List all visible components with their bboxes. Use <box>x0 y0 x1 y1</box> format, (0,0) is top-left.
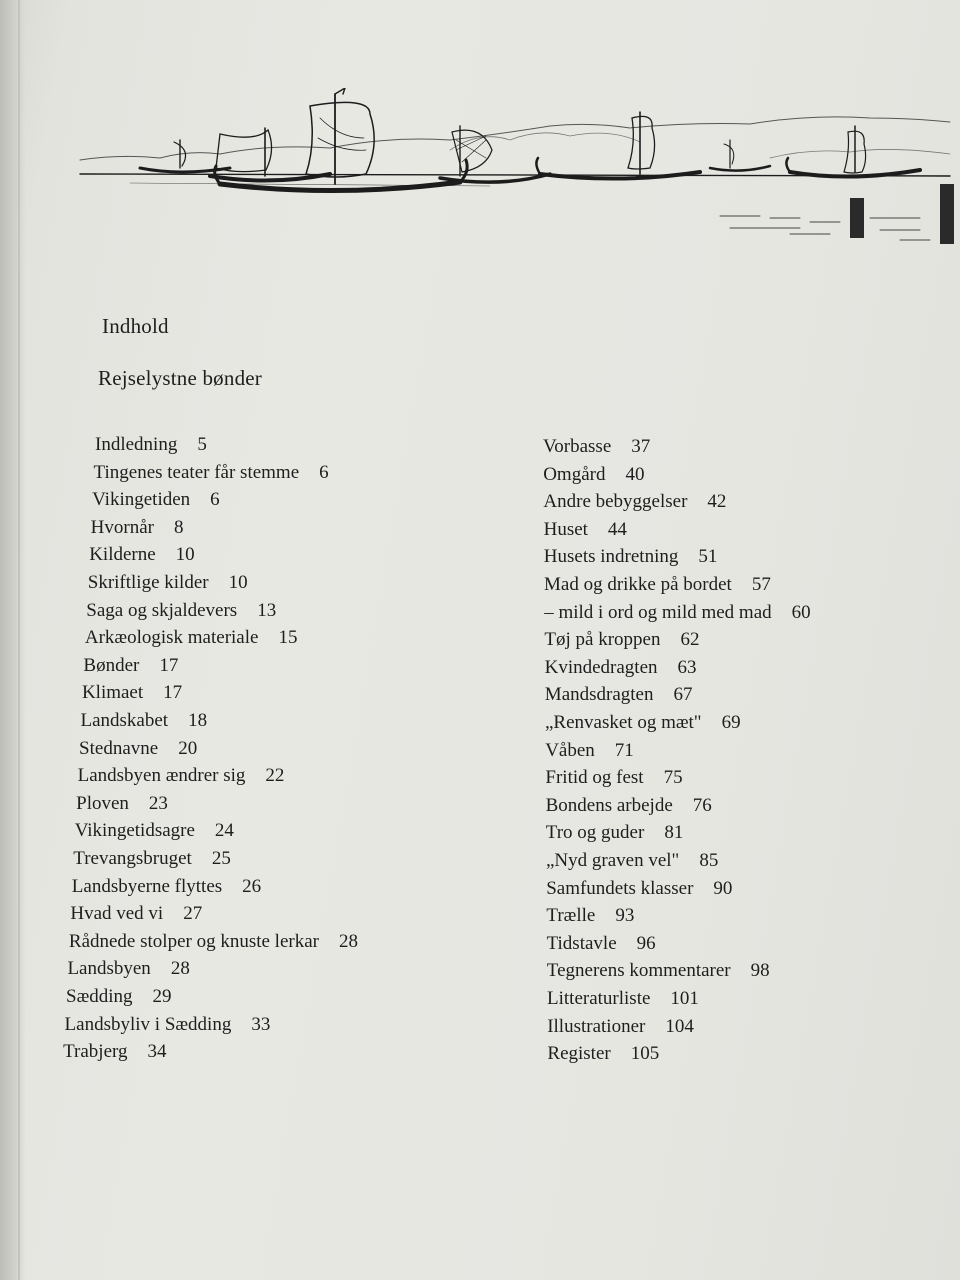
toc-entry-page: 10 <box>228 572 248 593</box>
section-title: Rejselystne bønder <box>98 366 262 390</box>
toc-entry-page: 104 <box>665 1015 694 1037</box>
toc-entry-page: 18 <box>188 710 208 731</box>
toc-entry-title: Samfundets klasser <box>546 877 694 899</box>
toc-entry <box>547 933 656 955</box>
toc-entry-page: 51 <box>698 546 718 568</box>
toc-entry-page: 22 <box>265 765 285 787</box>
toc-entry <box>545 657 697 679</box>
toc-entry-page: 96 <box>636 932 656 954</box>
toc-entry-title: Stednavne <box>79 737 159 759</box>
toc-entry <box>73 848 231 870</box>
toc-entry <box>79 738 197 760</box>
toc-entry-title: Arkæologisk materiale <box>84 627 259 649</box>
toc-entry-page: 37 <box>631 436 651 457</box>
toc-entry-title: Bondens arbejde <box>545 794 673 816</box>
toc-entry-title: Landsbyen ændrer sig <box>77 765 246 787</box>
toc-entry-title: Litteraturliste <box>547 988 651 1009</box>
toc-entry <box>546 850 718 872</box>
toc-entry <box>545 740 634 762</box>
toc-entry <box>545 767 682 789</box>
toc-entry <box>543 464 644 486</box>
toc-entry <box>545 684 693 706</box>
toc-entry-page: 98 <box>750 960 770 982</box>
toc-entry <box>67 958 189 980</box>
toc-entry-title: Huset <box>543 518 588 540</box>
toc-entry-page: 34 <box>147 1041 167 1063</box>
toc-entry-page: 81 <box>664 822 684 844</box>
toc-entry-page: 26 <box>242 875 262 897</box>
toc-entry-title: Vorbasse <box>543 436 612 457</box>
toc-entry <box>544 602 810 624</box>
toc-entry <box>544 546 718 568</box>
toc-entry <box>65 1014 271 1036</box>
viking-ships-illustration <box>70 88 960 258</box>
toc-entry-page: 40 <box>625 463 645 485</box>
toc-entry <box>91 517 184 539</box>
toc-entry-title: Tegnerens kommentarer <box>546 960 731 982</box>
toc-entry-page: 23 <box>148 792 168 814</box>
toc-entry-title: „Renvasket og mæt" <box>545 712 702 733</box>
toc-entry-title: Trælle <box>546 905 596 927</box>
toc-entry <box>78 765 285 787</box>
toc-entry-title: Klimaet <box>81 682 144 704</box>
toc-entry-title: Ploven <box>76 792 129 814</box>
toc-entry-title: Landskabet <box>80 710 169 731</box>
toc-entry-title: Hvad ved vi <box>70 903 164 925</box>
toc-entry-page: 25 <box>211 848 231 869</box>
toc-entry <box>545 712 741 734</box>
toc-entry-title: Vikingetiden <box>92 489 191 511</box>
toc-entry <box>63 1041 166 1063</box>
toc-entry-page: 28 <box>170 958 190 980</box>
toc-entry-title: Tidstavle <box>546 932 617 954</box>
toc-entry <box>546 795 712 817</box>
toc-entry-title: Fritid og fest <box>545 767 644 789</box>
toc-entry <box>81 710 208 732</box>
toc-entry-title: Landsbyerne flyttes <box>71 875 223 897</box>
toc-entry <box>88 572 248 594</box>
toc-entry-page: 85 <box>699 850 719 871</box>
toc-entry <box>92 489 220 511</box>
toc-entry-page: 29 <box>152 986 172 1007</box>
toc-entry-title: Register <box>547 1043 611 1065</box>
toc-entry <box>544 629 699 651</box>
toc-entry-page: 17 <box>163 682 183 704</box>
toc-entry <box>76 793 168 815</box>
toc-entry-page: 93 <box>615 905 635 927</box>
toc-entry <box>70 903 202 925</box>
toc-entry-page: 63 <box>677 656 697 678</box>
toc-entry-page: 20 <box>178 737 198 759</box>
toc-entry-title: Indledning <box>95 434 178 455</box>
toc-entry-title: Sædding <box>66 986 133 1007</box>
toc-entry <box>83 655 178 677</box>
toc-entry-title: Kilderne <box>89 544 156 566</box>
toc-entry-title: Tro og guder <box>545 822 645 844</box>
toc-entry <box>546 905 634 927</box>
toc-entry-page: 44 <box>607 518 627 540</box>
toc-entry <box>547 988 699 1010</box>
toc-entry <box>547 1043 659 1065</box>
toc-entry <box>547 1016 694 1038</box>
toc-entry-title: Trevangsbruget <box>73 848 192 869</box>
toc-entry <box>72 876 261 898</box>
toc-entry-page: 27 <box>183 903 203 925</box>
toc-entry-title: Illustrationer <box>547 1015 646 1037</box>
toc-entry-page: 90 <box>713 877 733 899</box>
toc-entry-title: Skriftlige kilder <box>87 572 209 593</box>
toc-entry-page: 67 <box>673 684 693 706</box>
toc-entry-title: Andre bebyggelser <box>543 491 688 513</box>
toc-entry-title: „Nyd graven vel" <box>546 850 680 871</box>
toc-entry <box>86 600 276 622</box>
toc-entry-page: 28 <box>338 930 358 952</box>
toc-entry-page: 24 <box>214 820 234 842</box>
toc-entry-title: Landsbyen <box>67 958 151 980</box>
toc-entry-page: 42 <box>707 491 727 513</box>
toc-entry <box>95 434 207 456</box>
toc-entry-title: Vikingetidsagre <box>74 820 195 842</box>
toc-entry-title: Landsbyliv i Sædding <box>64 1013 232 1035</box>
toc-entry-title: Husets indretning <box>543 546 679 568</box>
toc-entry <box>546 822 684 844</box>
toc-entry <box>544 574 771 596</box>
toc-entry-title: Omgård <box>543 463 606 485</box>
toc-entry-page: 62 <box>680 629 700 651</box>
toc-entry-page: 15 <box>278 627 298 649</box>
toc-entry <box>85 627 298 649</box>
toc-entry-page: 76 <box>692 794 712 816</box>
toc-entry <box>82 682 182 704</box>
toc-entry <box>543 436 650 458</box>
toc-entry <box>89 544 194 566</box>
toc-entry-title: Rådnede stolper og knuste lerkar <box>68 930 319 952</box>
toc-entry-title: – mild i ord og mild med mad <box>544 601 772 623</box>
toc-entry <box>546 878 732 900</box>
toc-entry <box>69 931 358 953</box>
toc-entry-page: 75 <box>663 767 683 789</box>
toc-entry-title: Mad og drikke på bordet <box>544 574 732 595</box>
toc-entry-title: Kvindedragten <box>544 656 658 678</box>
toc-entry-page: 101 <box>670 988 699 1009</box>
toc-entry-page: 60 <box>791 601 811 623</box>
toc-entry-title: Bønder <box>83 654 140 676</box>
contents-title: Indhold <box>102 314 169 338</box>
toc-entry <box>94 462 329 484</box>
toc-entry-title: Trabjerg <box>63 1041 128 1063</box>
toc-entry-page: 57 <box>751 574 771 595</box>
toc-entry <box>66 986 172 1008</box>
book-gutter-shadow <box>0 0 26 1280</box>
toc-entry-page: 17 <box>159 654 179 676</box>
toc-entry-page: 6 <box>210 489 220 511</box>
book-gutter-line <box>18 0 20 1280</box>
toc-entry <box>547 960 770 982</box>
toc-entry-title: Tøj på kroppen <box>544 629 661 651</box>
toc-entry <box>75 820 234 842</box>
toc-entry-page: 33 <box>251 1013 271 1035</box>
toc-entry-page: 71 <box>614 739 634 761</box>
toc-entry-page: 69 <box>721 712 741 733</box>
toc-entry-page: 105 <box>630 1043 660 1065</box>
toc-entry-title: Hvornår <box>90 516 154 538</box>
toc-entry-page: 10 <box>175 544 195 566</box>
toc-entry-title: Våben <box>545 739 595 761</box>
toc-entry-page: 5 <box>197 434 207 455</box>
toc-entry-title: Saga og skjaldevers <box>86 599 238 621</box>
toc-entry-page: 13 <box>257 599 277 621</box>
toc-entry <box>544 519 627 541</box>
toc-entry <box>543 491 726 513</box>
toc-entry-page: 8 <box>173 516 184 538</box>
toc-entry-title: Tingenes teater får stemme <box>93 461 300 483</box>
toc-entry-page: 6 <box>319 461 329 483</box>
toc-entry-title: Mandsdragten <box>544 684 654 706</box>
